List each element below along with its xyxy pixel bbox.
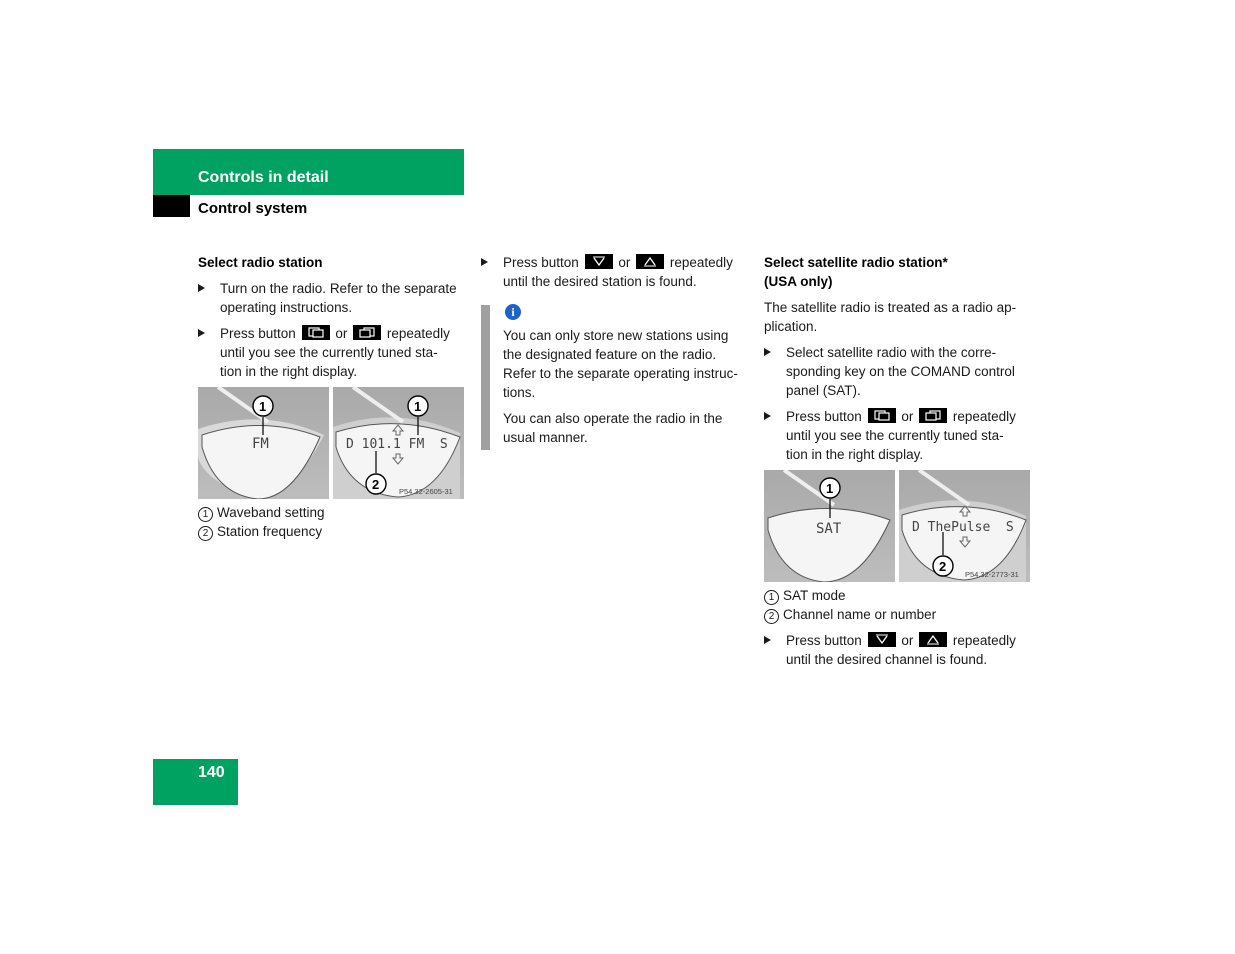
satellite-display-figure bbox=[764, 470, 1030, 582]
left-display-text: FM bbox=[252, 436, 269, 452]
bullet-press-button-station: Press button or repeatedly until the desired station is found. bbox=[503, 253, 753, 291]
figure-ref: P54.32-2773-31 bbox=[965, 570, 1019, 579]
right-display-text: D ThePulse S bbox=[912, 520, 1014, 535]
bullet-arrow-icon bbox=[198, 329, 205, 337]
heading-select-radio: Select radio station bbox=[198, 255, 323, 270]
page-forward-button-icon bbox=[353, 325, 381, 340]
svg-text:2: 2 bbox=[939, 559, 947, 574]
info-bar bbox=[481, 305, 490, 450]
bullet-press-button-tune: Press button or repeatedly until you see the currently tuned sta- tion in the right display. bbox=[220, 324, 470, 381]
section-title: Controls in detail bbox=[198, 169, 329, 186]
svg-text:2: 2 bbox=[372, 477, 380, 492]
page-number: 140 bbox=[198, 764, 225, 781]
bullet-arrow-icon bbox=[764, 348, 771, 356]
legend-item: 1 Waveband setting bbox=[198, 503, 325, 522]
info-paragraph: You can only store new stations using the designated feature on the radio. Refer to the separate operating instruc- tions. bbox=[503, 328, 738, 400]
bullet-press-button-channel: Press button or repeatedly until the desired channel is found. bbox=[786, 631, 1036, 669]
svg-text:1: 1 bbox=[826, 481, 834, 496]
subsection-title: Control system bbox=[198, 200, 308, 217]
svg-text:1: 1 bbox=[414, 399, 422, 414]
svg-text:1: 1 bbox=[259, 399, 267, 414]
figure-ref: P54.32-2605-31 bbox=[399, 487, 453, 496]
subsection-marker bbox=[153, 195, 190, 217]
legend-item: 2 Channel name or number bbox=[764, 605, 936, 624]
legend-item: 1 SAT mode bbox=[764, 586, 846, 605]
satellite-intro: The satellite radio is treated as a radio ap- plication. bbox=[764, 300, 1017, 334]
radio-display-figure bbox=[198, 387, 464, 499]
bullet-arrow-icon bbox=[764, 412, 771, 420]
info-icon: i bbox=[505, 304, 521, 320]
seek-down-button-icon bbox=[868, 632, 896, 647]
page-back-button-icon bbox=[302, 325, 330, 340]
bullet-arrow-icon bbox=[198, 284, 205, 292]
seek-down-button-icon bbox=[585, 254, 613, 269]
bullet-select-satellite: Select satellite radio with the corre- sponding key on the COMAND control panel (SAT). bbox=[786, 343, 1036, 400]
left-display-text: SAT bbox=[816, 521, 842, 537]
page-back-button-icon bbox=[868, 408, 896, 423]
legend-item: 2 Station frequency bbox=[198, 522, 322, 541]
bullet-press-button-sat-tune: Press button or repeatedly until you see the currently tuned sta- tion in the right display. bbox=[786, 407, 1036, 464]
seek-up-button-icon bbox=[636, 254, 664, 269]
right-display-text: D 101.1 FM S bbox=[346, 437, 448, 452]
bullet-arrow-icon bbox=[764, 636, 771, 644]
page-forward-button-icon bbox=[919, 408, 947, 423]
bullet-turn-on-radio: Turn on the radio. Refer to the separate operating instructions. bbox=[220, 279, 470, 317]
heading-select-satellite: Select satellite radio station* (USA only) bbox=[764, 255, 948, 289]
info-paragraph: You can also operate the radio in the usual manner. bbox=[503, 411, 723, 445]
page-number-box bbox=[153, 759, 238, 805]
seek-up-button-icon bbox=[919, 632, 947, 647]
bullet-arrow-icon bbox=[481, 258, 488, 266]
